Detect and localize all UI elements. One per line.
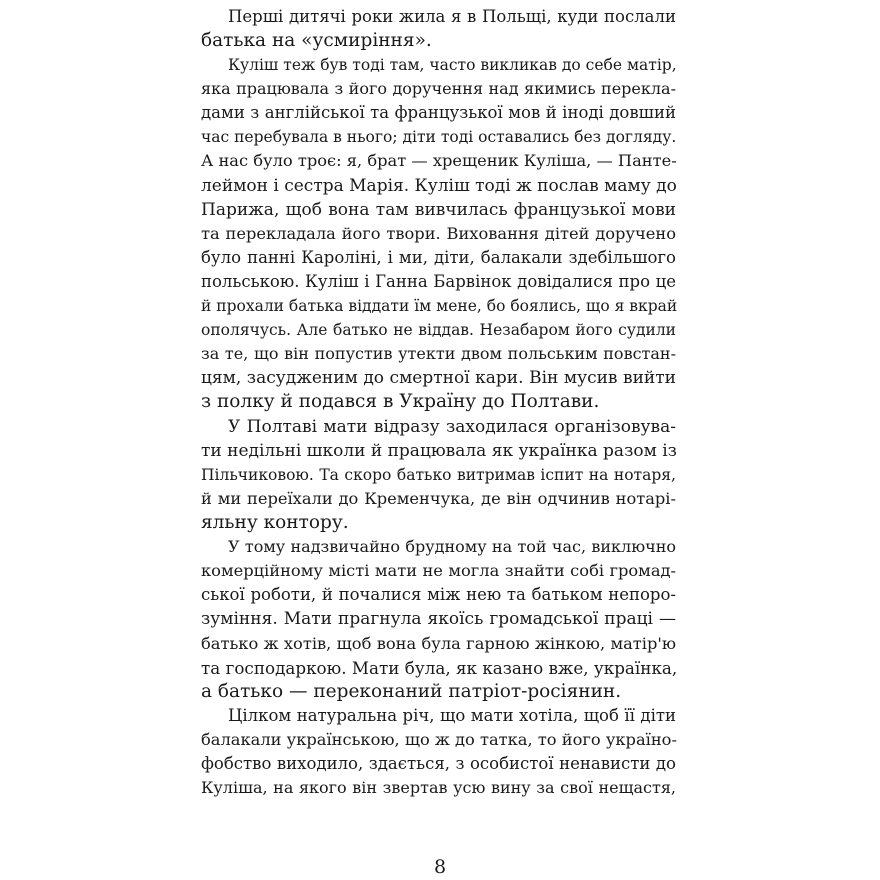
text-line: Парижа, щоб вона там вивчилась французької мови [201, 200, 676, 220]
text-line: Перші дитячі роки жила я в Польщі, куди послали [228, 7, 676, 26]
text-line: батько ж хотів, щоб вона була гарною жінкою, матір'ю [201, 634, 676, 653]
text-line: Пільчиковою. Та скоро батько витримав іспит на нотаря, [201, 466, 676, 484]
text-line: ти недільні школи й працювала як українка разом із [201, 441, 677, 461]
text-line: леймон і сестра Марія. Куліш тоді ж послав маму до [201, 176, 677, 196]
text-line: яльну контору. [201, 512, 349, 533]
page-number: 8 [433, 856, 447, 878]
text-line: зуміння. Мати прагнула якоїсь громадської праці — [201, 609, 676, 629]
text-line: за те, що він попустив утекти двом польським повстан- [201, 344, 676, 363]
text-line: дами з англійської та французької мов й іноді довший [201, 103, 676, 122]
text-line: й прохали батька віддати їм мене, бо боялись, що я вкрай [201, 297, 678, 315]
text-line: та перекладала його твори. Виховання дітей доручено [201, 224, 676, 243]
text-line: У Полтаві мати відразу заходилася організовува- [228, 417, 676, 437]
text-line: фобство виходило, здається, з особистої ненависти до [201, 754, 676, 773]
text-line: У тому надзвичайно брудному на той час, виключно [228, 537, 676, 556]
text-line: а батько — переконаний патріот-росіянин. [201, 681, 622, 702]
text-line: з полку й подався в Україну до Полтави. [201, 391, 600, 412]
text-line: польською. Куліш і Ганна Барвінок довідалися про це [201, 272, 676, 291]
text-line: й ми переїхали до Кременчука, де він одчинив нотарі- [201, 489, 676, 508]
text-line: Куліша, на якого він звертав усю вину за свої нещастя, [201, 778, 676, 797]
text-line: та господаркою. Мати була, як казано вже, українка, [201, 658, 678, 678]
text-line: час перебувала в нього; діти тоді оставались без догляду. [201, 128, 677, 146]
text-line: ополячусь. Але батько не віддав. Незабаром його судили [201, 321, 676, 339]
text-line: комерційному місті мати не могла знайти собі громад- [201, 561, 676, 580]
text-line: ської роботи, й почалися між нею та батьком непоро- [201, 585, 676, 604]
text-line: цям, засудженим до смертної кари. Він мусив вийти [201, 368, 676, 388]
text-line: було панні Кароліні, і ми, діти, балакали здебільшого [201, 248, 676, 267]
text-line: А нас було троє: я, брат — хрещеник Куліша, — Панте- [201, 151, 677, 170]
text-line: балакали українською, що ж до татка, то його україно- [201, 730, 677, 749]
text-line: яка працювала з його доручення над якимись переклa- [201, 79, 676, 98]
text-line: батька на «усмиріння». [201, 30, 432, 51]
text-line: Цілком натуральна річ, що мати хотіла, щоб її діти [228, 706, 676, 725]
text-line: Куліш теж був тоді там, часто викликав до себе матір, [228, 56, 677, 74]
